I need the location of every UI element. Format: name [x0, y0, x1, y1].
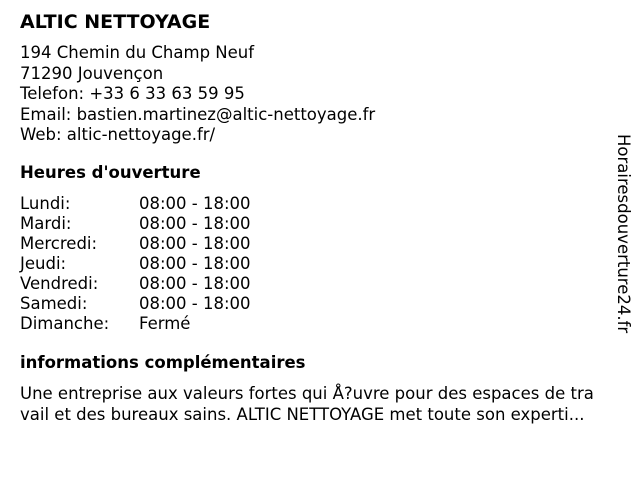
day-label: Mardi: [20, 214, 72, 233]
day-label: Mercredi: [20, 234, 98, 253]
day-hours: 08:00 - 18:00 [139, 194, 251, 213]
watermark-text: Horairesdouverture24.fr [614, 134, 633, 334]
phone-text: Telefon: +33 6 33 63 59 95 [20, 84, 245, 103]
description-line: Une entreprise aux valeurs fortes qui Å?uvre pour des espaces de tra [20, 384, 594, 403]
day-label: Samedi: [20, 294, 88, 313]
description-line: vail et des bureaux sains. ALTIC NETTOYAGE met toute son experti... [20, 405, 585, 424]
day-label: Lundi: [20, 194, 71, 213]
description-text [20, 383, 630, 425]
day-hours: 08:00 - 18:00 [139, 214, 251, 233]
hours-row [20, 194, 300, 214]
day-hours: 08:00 - 18:00 [139, 254, 251, 273]
day-hours: 08:00 - 18:00 [139, 294, 251, 313]
contact-block [20, 43, 375, 146]
hours-row [20, 274, 300, 294]
business-name: ALTIC NETTOYAGE [20, 11, 211, 33]
hours-row [20, 254, 300, 274]
hours-row [20, 234, 300, 254]
watermark [612, 134, 636, 346]
day-label: Jeudi: [20, 254, 67, 273]
hours-row [20, 314, 300, 334]
day-hours: Fermé [139, 314, 191, 333]
address-street: 194 Chemin du Champ Neuf [20, 43, 255, 62]
day-hours: 08:00 - 18:00 [139, 234, 251, 253]
day-label: Dimanche: [20, 314, 110, 333]
additional-info-heading: informations complémentaires [20, 353, 306, 372]
website-text: Web: altic-nettoyage.fr/ [20, 125, 216, 144]
opening-hours-heading: Heures d'ouverture [20, 163, 201, 182]
day-label: Vendredi: [20, 274, 99, 293]
opening-hours-table [20, 194, 300, 334]
address-city: 71290 Jouvençon [20, 63, 164, 83]
email-text: Email: bastien.martinez@altic-nettoyage.fr [20, 104, 376, 124]
day-hours: 08:00 - 18:00 [139, 274, 251, 293]
hours-row [20, 214, 300, 234]
hours-row [20, 294, 300, 314]
